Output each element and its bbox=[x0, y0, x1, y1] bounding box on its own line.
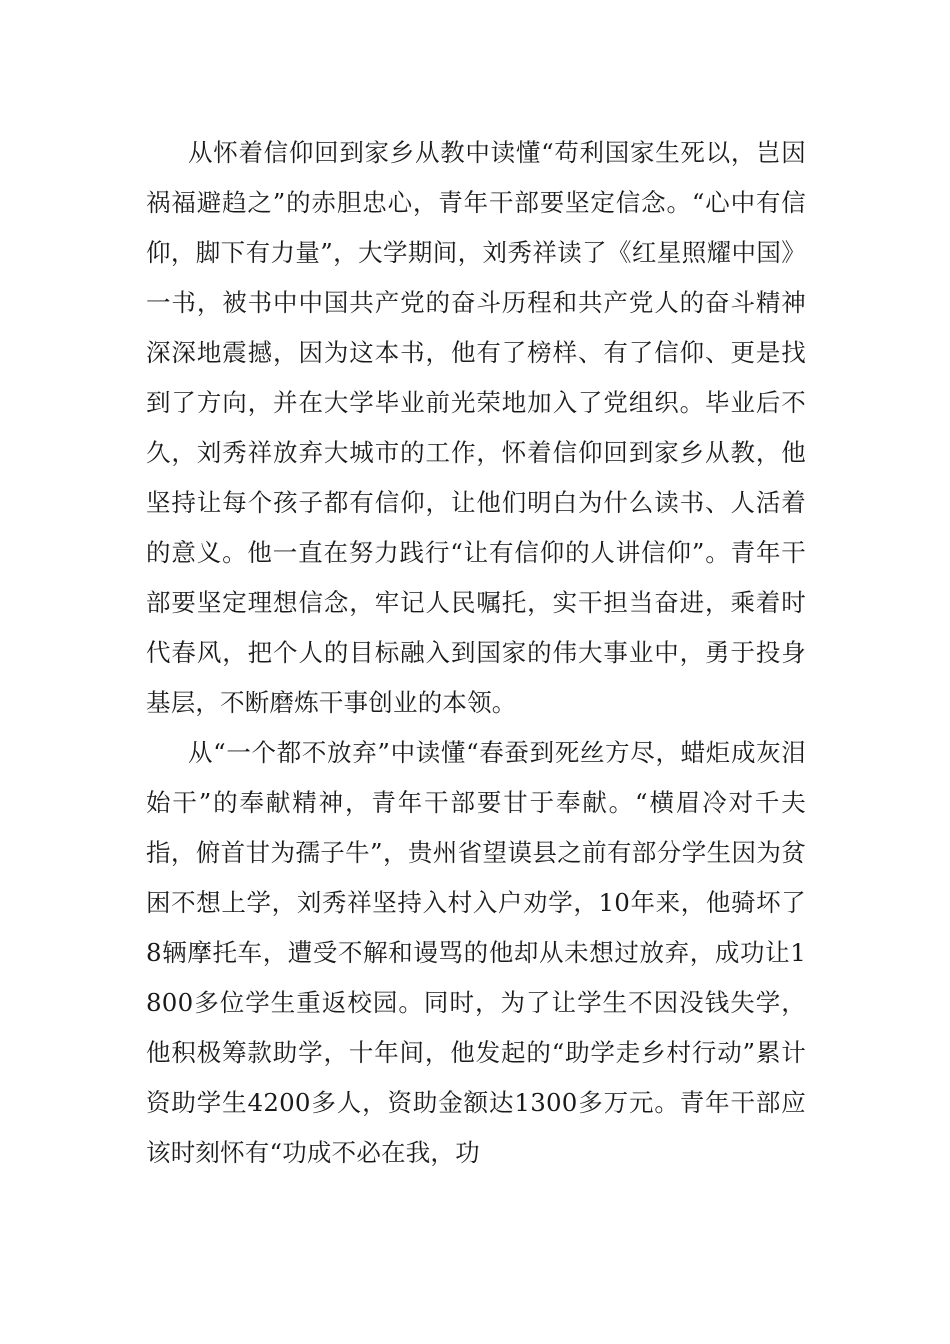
document-body bbox=[146, 128, 806, 1178]
paragraph-1: 从怀着信仰回到家乡从教中读懂“苟利国家生死以，岂因祸福避趋之”的赤胆忠心，青年干部要坚定信念。“心中有信仰，脚下有力量”，大学期间，刘秀祥读了《红星照耀中国》一书，被书中中国共产党的奋斗历程和共产党人的奋斗精神深深地震撼，因为这本书，他有了榜样、有了信仰、更是找到了方向，并在大学毕业前光荣地加入了党组织。毕业后不久，刘秀祥放弃大城市的工作，怀着信仰回到家乡从教，他坚持让每个孩子都有信仰，让他们明白为什么读书、人活着的意义。他一直在努力践行“让有信仰的人讲信仰”。青年干部要坚定理想信念，牢记人民嘱托，实干担当奋进，乘着时代春风，把个人的目标融入到国家的伟大事业中，勇于投身基层，不断磨炼干事创业的本领。 bbox=[146, 138, 806, 717]
paragraph-2: 从“一个都不放弃”中读懂“春蚕到死丝方尽，蜡炬成灰泪始干”的奉献精神，青年干部要甘于奉献。“横眉冷对千夫指，俯首甘为孺子牛”，贵州省望谟县之前有部分学生因为贫困不想上学，刘秀祥坚持入村入户劝学，10年来，他骑坏了8辆摩托车，遭受不解和谩骂的他却从未想过放弃，成功让1800多位学生重返校园。同时，为了让学生不因没钱失学，他积极筹款助学，十年间，他发起的“助学走乡村行动”累计资助学生4200多人，资助金额达1300多万元。青年干部应该时刻怀有“功成不必在我，功 bbox=[146, 738, 806, 1167]
